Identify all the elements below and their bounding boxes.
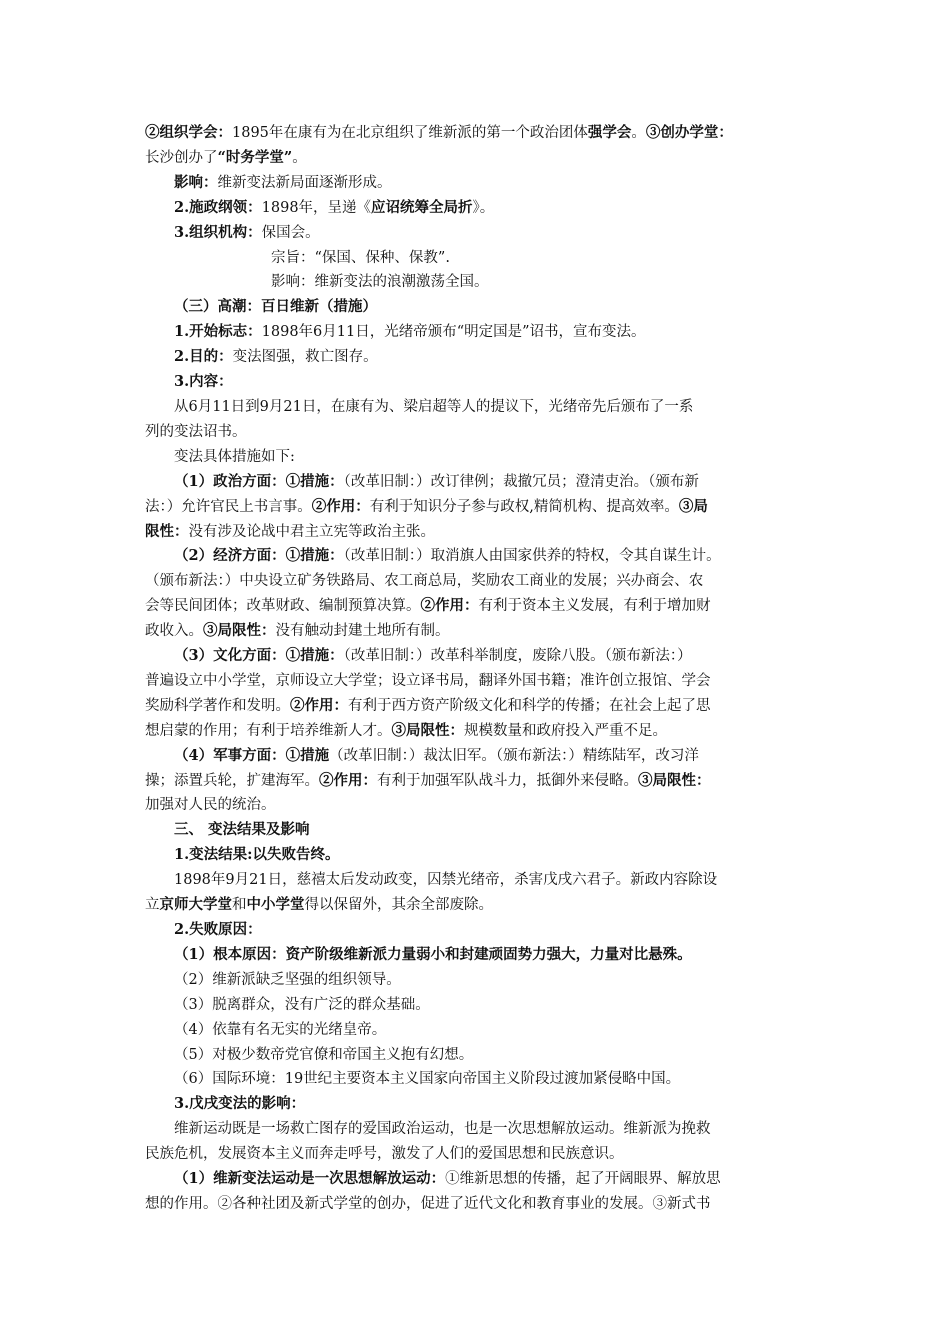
- text-line: [145, 221, 809, 246]
- text-line: [145, 445, 809, 470]
- text-line: [145, 1018, 809, 1043]
- text-run: 没有触动封建土地所有制。: [275, 623, 450, 640]
- text-run: （6）国际环境：19世纪主要资本主义国家向帝国主义阶段过渡加紧侵略中国。: [174, 1071, 681, 1088]
- text-run: （2）维新派缺乏坚强的组织领导。: [174, 971, 401, 988]
- text-run: 长沙创办了: [145, 149, 218, 166]
- text-line: [145, 1192, 809, 1217]
- text-line: [145, 420, 809, 445]
- text-line: [145, 744, 809, 769]
- text-run: 1898年，呈递《: [261, 199, 372, 216]
- text-line: [145, 370, 809, 395]
- text-run: （颁布新法：）中央设立矿务铁路局、农工商总局，奖励农工商业的发展；兴办商会、农: [145, 573, 704, 590]
- text-run: 规模数量和政府投入严重不足。: [464, 722, 667, 739]
- text-run: 影响：维新变法的浪潮激荡全国。: [271, 274, 489, 291]
- text-line: [145, 918, 809, 943]
- bold-text-run: 3.内容：: [174, 373, 233, 391]
- text-run: 》。: [472, 199, 495, 216]
- text-line: [145, 769, 809, 794]
- text-line: [145, 1043, 809, 1068]
- bold-text-run: 1.开始标志：: [174, 323, 262, 341]
- text-run: 加强对人民的统治。: [145, 797, 276, 814]
- text-run: ①维新思想的传播，起了开阔眼界、解放思: [445, 1171, 721, 1188]
- text-run: 会等民间团体；改革财政、编制预算决算。: [145, 598, 421, 615]
- bold-text-run: （1）维新变法运动是一次思想解放运动：: [174, 1170, 446, 1188]
- bold-text-run: 2.施政纲领：: [174, 198, 262, 216]
- text-run: （3）脱离群众，没有广泛的群众基础。: [174, 996, 430, 1013]
- text-run: 民族危机，发展资本主义而奔走呼号，激发了人们的爱国思想和民族意识。: [145, 1146, 624, 1163]
- text-line: [145, 1167, 809, 1192]
- text-line: [145, 121, 809, 146]
- text-run: 有利于西方资产阶级文化和科学的传播；在社会上起了思: [348, 697, 711, 714]
- text-run: 从6月11日到9月21日，在康有为、梁启超等人的提议下，光绪帝先后颁布了一系: [174, 398, 694, 415]
- text-line: [145, 1092, 809, 1117]
- bold-text-run: ③局: [678, 497, 708, 515]
- text-run: 普遍设立中小学堂，京师设立大学堂；设立译书局，翻译外国书籍；准许创立报馆、学会: [145, 672, 711, 689]
- text-run: 想的作用。②各种社团及新式学堂的创办，促进了近代文化和教育事业的发展。③新式书: [145, 1195, 711, 1212]
- text-run: 得以保留外，其余全部废除。: [304, 897, 493, 914]
- text-line: [145, 868, 809, 893]
- text-run: 保国会。: [261, 224, 320, 241]
- bold-text-run: 中小学堂: [246, 896, 305, 914]
- text-line: [145, 793, 809, 818]
- bold-text-run: （2）经济方面：①措施：: [174, 547, 344, 565]
- bold-text-run: “时务学堂”: [217, 148, 293, 166]
- text-run: （改革旧制：）取消旗人由国家供养的特权，令其自谋生计。: [343, 548, 721, 565]
- text-line: [145, 320, 809, 345]
- text-run: 变法图强，救亡图存。: [232, 349, 378, 366]
- text-run: 变法具体措施如下:: [174, 448, 295, 465]
- text-run: 政收入。: [145, 623, 203, 640]
- text-run: （改革旧制：）裁汰旧军。（颁布新法：）精练陆军，改习洋: [329, 747, 699, 764]
- document-page: [145, 121, 809, 1217]
- bold-text-run: 3.组织机构：: [174, 223, 262, 241]
- text-line: [145, 495, 809, 520]
- text-line: [145, 395, 809, 420]
- text-line: [145, 818, 809, 843]
- bold-text-run: （4）军事方面：①措施: [174, 746, 330, 764]
- bold-text-run: ②作用：: [420, 597, 479, 615]
- text-line: [145, 1117, 809, 1142]
- bold-text-run: 限性：: [145, 522, 189, 540]
- text-line: [145, 669, 809, 694]
- text-run: （改革旧制：）改革科举制度，废除八股。（颁布新法：）: [343, 648, 692, 665]
- text-run: 想启蒙的作用；有利于培养维新人才。: [145, 722, 392, 739]
- bold-text-run: ②作用：: [290, 696, 348, 714]
- text-run: 没有涉及论战中君主立宪等政治主张。: [188, 523, 435, 540]
- text-line: [145, 694, 809, 719]
- bold-text-run: ②作用：: [319, 771, 377, 789]
- bold-text-run: ③局限性：: [203, 622, 276, 640]
- bold-text-run: 应诏统筹全局折: [371, 198, 473, 216]
- bold-text-run: ②组织学会：: [145, 124, 232, 141]
- text-line: [145, 270, 809, 295]
- text-run: 1895年在康有为在北京组织了维新派的第一个政治团体: [232, 125, 588, 141]
- bold-text-run: 2.失败原因：: [174, 921, 262, 938]
- text-run: （4）依靠有名无实的光绪皇帝。: [174, 1021, 387, 1038]
- text-run: （5）对极少数帝党官僚和帝国主义抱有幻想。: [174, 1046, 474, 1063]
- text-line: [145, 843, 809, 868]
- bold-text-run: （3）文化方面：①措施：: [174, 647, 344, 665]
- text-line: [145, 246, 809, 271]
- text-run: 立: [145, 897, 160, 914]
- text-run: 奖励科学著作和发明。: [145, 697, 290, 714]
- bold-text-run: ③创办学堂：: [645, 124, 733, 141]
- text-line: [145, 295, 809, 320]
- text-line: [145, 146, 809, 171]
- text-line: [145, 719, 809, 744]
- bold-text-run: （1）根本原因：资产阶级维新派力量弱小和封建顽固势力强大，力量对比悬殊。: [174, 945, 692, 963]
- text-run: 有利于知识分子参与政权,精简机构、提高效率。: [369, 498, 679, 515]
- text-run: 1898年9月21日，慈禧太后发动政变，囚禁光绪帝，杀害戊戌六君子。新政内容除设: [174, 872, 718, 889]
- bold-text-run: 3.戊戌变法的影响：: [174, 1095, 306, 1113]
- text-line: [145, 594, 809, 619]
- text-line: [145, 345, 809, 370]
- text-line: [145, 644, 809, 669]
- bold-text-run: 京师大学堂: [159, 896, 232, 914]
- text-run: 列的变法诏书。: [145, 423, 247, 440]
- bold-text-run: 三、 变法结果及影响: [174, 821, 310, 839]
- text-line: [145, 171, 809, 196]
- text-run: 。: [292, 149, 307, 166]
- text-line: [145, 569, 809, 594]
- text-run: 1898年6月11日，光绪帝颁布“明定国是”诏书，宣布变法。: [261, 324, 646, 341]
- text-line: [145, 619, 809, 644]
- text-run: 。: [631, 125, 646, 141]
- text-line: [145, 893, 809, 918]
- text-run: 维新运动既是一场救亡图存的爱国政治运动，也是一次思想解放运动。维新派为挽救: [174, 1121, 711, 1138]
- text-line: [145, 544, 809, 569]
- bold-text-run: 1.变法结果:以失败告终。: [174, 846, 340, 864]
- text-line: [145, 968, 809, 993]
- text-line: [145, 470, 809, 495]
- text-run: 操；添置兵轮，扩建海军。: [145, 772, 319, 789]
- text-line: [145, 196, 809, 221]
- text-line: [145, 520, 809, 545]
- text-run: 维新变法新局面逐渐形成。: [217, 174, 392, 191]
- bold-text-run: 强学会: [587, 124, 632, 141]
- bold-text-run: （1）政治方面：①措施：: [174, 472, 344, 490]
- text-line: [145, 993, 809, 1018]
- bold-text-run: （三）高潮：百日维新（措施）: [174, 298, 377, 316]
- text-run: （改革旧制：）改订律例；裁撤冗员；澄清吏治。（颁布新: [343, 473, 699, 490]
- bold-text-run: ②作用：: [311, 497, 370, 515]
- text-line: [145, 1067, 809, 1092]
- text-line: [145, 943, 809, 968]
- text-run: 有利于加强军队战斗力，抵御外来侵略。: [377, 772, 638, 789]
- text-run: 有利于资本主义发展，有利于增加财: [478, 598, 711, 615]
- bold-text-run: ③局限性：: [638, 771, 711, 789]
- text-run: 宗旨：“保国、保种、保教”.: [271, 249, 450, 266]
- bold-text-run: ③局限性：: [391, 721, 464, 739]
- text-line: [145, 1142, 809, 1167]
- bold-text-run: 2.目的：: [174, 348, 233, 366]
- bold-text-run: 影响：: [174, 173, 218, 191]
- text-run: 法：）允许官民上书言事。: [145, 498, 312, 515]
- text-run: 和: [232, 897, 247, 914]
